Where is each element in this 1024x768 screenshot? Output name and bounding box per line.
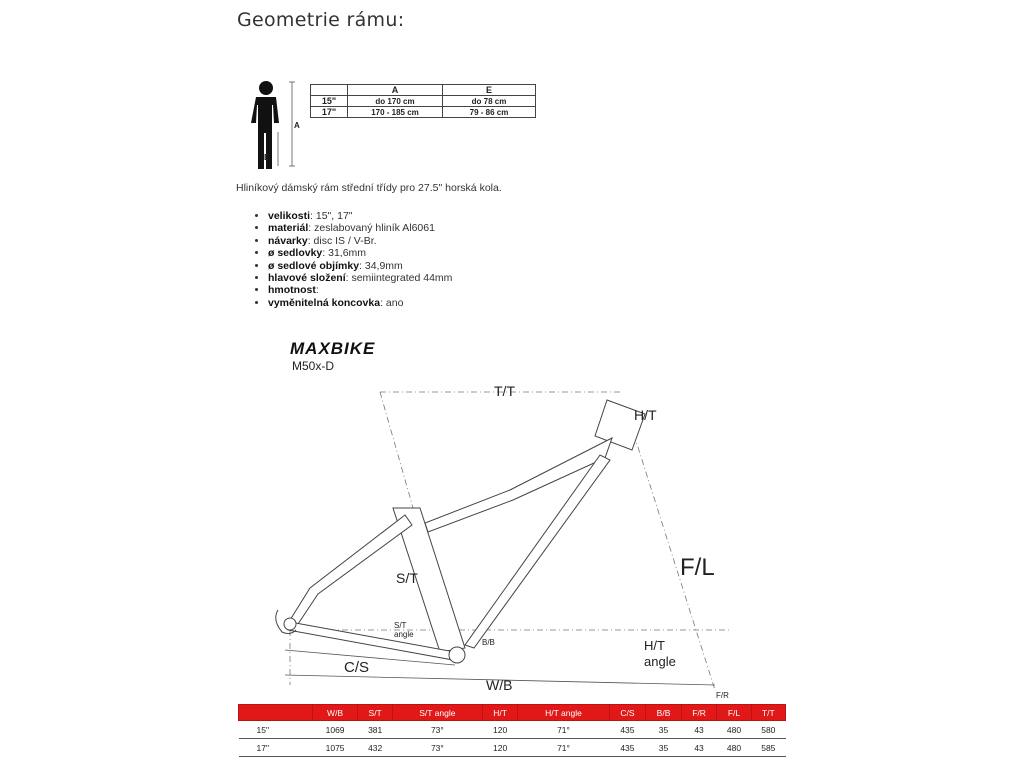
list-item: • ø sedlové objímky: 34,9mm [268, 260, 452, 272]
page-title: Geometrie rámu: [237, 9, 405, 31]
list-item: • návarky: disc IS / V-Br. [268, 235, 452, 247]
table-row: 17" 170 - 185 cm 79 - 86 cm [311, 107, 536, 118]
label-wb: W/B [486, 677, 513, 693]
figure-label-e: E [264, 153, 270, 162]
list-item: • hmotnost: [268, 284, 452, 296]
label-tt: T/T [494, 383, 515, 399]
spec-list [257, 210, 452, 309]
table-row: 17" 1075 432 73° 120 71° 435 35 43 480 585 [239, 739, 786, 757]
label-fl: F/L [680, 554, 715, 581]
table-row: 15" 1069 381 73° 120 71° 435 35 43 480 580 [239, 721, 786, 739]
label-cs: C/S [344, 659, 370, 676]
list-item: • hlavové složení: semiintegrated 44mm [268, 272, 452, 284]
label-ht-angle-2: angle [644, 654, 676, 669]
figure-label-a: A [294, 121, 300, 130]
list-item: • ø sedlovky: 31,6mm [268, 247, 452, 259]
list-item: • vyměnitelná koncovka: ano [268, 297, 452, 309]
brand-logo: MAXBIKE [290, 339, 376, 358]
label-ht-angle-1: H/T [644, 638, 665, 653]
table-row: 15" do 170 cm do 78 cm [311, 96, 536, 107]
person-silhouette-icon [244, 80, 304, 172]
model-name: M50x-D [292, 359, 335, 373]
label-fr: F/R [716, 691, 729, 700]
list-item: • materiál: zeslabovaný hliník Al6061 [268, 222, 452, 234]
list-item: • velikosti: 15", 17" [268, 210, 452, 222]
geometry-header-row: W/B S/T S/T angle H/T H/T angle C/S B/B F/R F/L T/T [239, 705, 786, 721]
label-st: S/T [396, 570, 418, 586]
geometry-table [238, 704, 786, 757]
label-ht: H/T [634, 407, 657, 423]
size-chart-table [310, 84, 536, 118]
frame-description: Hliníkový dámský rám střední třídy pro 27.5" horská kola. [236, 182, 502, 194]
col-header-e: E [443, 85, 536, 96]
label-bb: B/B [482, 638, 495, 647]
frame-geometry-diagram [260, 330, 780, 700]
label-st-angle-2: angle [394, 630, 414, 639]
col-header-a: A [348, 85, 443, 96]
label-st-angle-1: S/T [394, 621, 407, 630]
